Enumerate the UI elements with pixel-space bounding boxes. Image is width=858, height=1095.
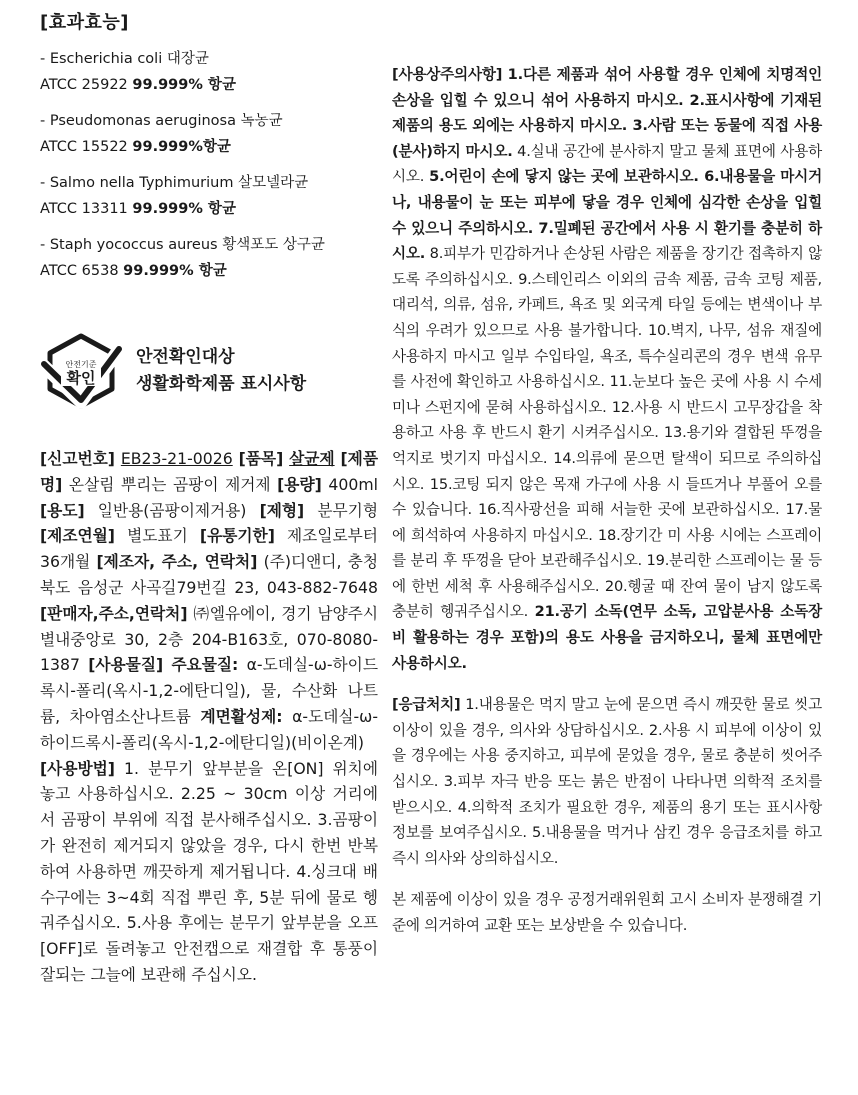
surfactant-label: 계면활성제: <box>200 706 283 726</box>
effect-atcc: ATCC 6538 <box>40 263 119 279</box>
main-substance-value: α-도데실-ω-하이드록시-폴리(옥시-1,2-에탄디일), 물, 수산화 나트륨, 차아염소산나트륨 <box>40 655 378 726</box>
main-substance-label: 주요물질: <box>171 655 239 675</box>
effect-atcc: ATCC 25922 <box>40 77 128 93</box>
effect-rate: 99.999% 항균 <box>132 201 236 217</box>
form-label: [제형] <box>259 500 305 520</box>
badge-small-text: 안전기준 <box>65 360 97 369</box>
effect-organism: - Staph yococcus aureus 황색포도 상구균 <box>40 237 325 253</box>
effect-rate: 99.999% 항균 <box>132 77 236 93</box>
report-number: EB23-21-0026 <box>120 449 233 468</box>
effect-atcc: ATCC 13311 <box>40 201 128 217</box>
seller-label: [판매자,주소,연락처] <box>40 603 188 623</box>
effect-item <box>40 170 378 222</box>
report-label: [신고번호] <box>40 449 115 468</box>
effect-organism: - Escherichia coli 대장균 <box>40 51 209 67</box>
name-label: [제품명] <box>40 449 378 494</box>
name-value: 온살림 뿌리는 곰팡이 제거제 <box>68 474 271 494</box>
right-column <box>392 62 822 955</box>
effect-organism: - Pseudomonas aeruginosa 녹농균 <box>40 113 283 129</box>
emergency-label: [응급처치] <box>392 696 461 714</box>
safety-line1: 안전확인대상 <box>136 347 235 367</box>
form-value: 분무기형 <box>317 500 378 520</box>
caution-bold-1: 1.다른 제품과 섞어 사용할 경우 인체에 치명적인 손상을 입힐 수 있으니 섞어 사용하지 마시오. 2.표시사항에 기재된 제품의 용도 외에는 사용하지 마시오. 3.사람 또는 동물에 직접 사용(분사)하지 마시오. <box>392 66 822 160</box>
item-label: [품목] <box>238 449 284 468</box>
caution-normal-1: 4.실내 공간에 분사하지 말고 물체 표면에 사용하시오. <box>392 142 822 186</box>
expiry-label: [유통기한] <box>199 526 275 546</box>
effects-title: [효과효능] <box>40 12 130 33</box>
safety-line2: 생활화학제품 표시사항 <box>136 374 307 394</box>
caution-bold-3: 21.공기 소독(연무 소독, 고압분사용 소독장비 활용하는 경우 포함)의 용도 사용을 금지하오니, 물체 표면에만 사용하시오. <box>392 603 822 672</box>
use-label: [용도] <box>40 500 85 520</box>
safety-text <box>136 344 306 398</box>
expiry-value: 제조일로부터 36개월 <box>40 526 378 572</box>
effect-item <box>40 108 378 160</box>
maker-label: [제조자, 주소, 연락처] <box>96 552 258 572</box>
badge-big-text: 확인 <box>66 369 96 387</box>
usage-label: [사용방법] <box>40 758 115 778</box>
mfg-label: [제조연월] <box>40 526 115 546</box>
seller-value: ㈜엘유에이, 경기 남양주시 별내중앙로 30, 2층 204-B163호, 070-8080-1387 <box>40 603 378 675</box>
caution-bold-2: 5.어린이 손에 닿지 않는 곳에 보관하시오. 6.내용물을 마시거나, 내용물이 눈 또는 피부에 닿을 경우 인체에 심각한 손상을 입힐 수 있으니 주의하시오. 7.밀폐된 공간에서 사용 시 환기를 충분히 하시오. <box>392 168 822 263</box>
caution-normal-2: 8.피부가 민감하거나 손상된 사람은 제품을 장기간 접촉하지 않도록 주의하십시오. 9.스테인리스 이외의 금속 제품, 금속 코팅 제품, 대리석, 의류, 섬유, 카페트, 욕조 및 외국계 타일 등에는 변색이나 부식의 우려가 있으므로 사용 불가합니다. 10.벽지, 나무, 섬유 재질에 사용하지 마시고 일부 수입타일, 욕조, 특수실리콘의 경우 변색 유무를 사전에 확인하고 사용하십시오. 11.눈보다 높은 곳에 사용 시 수세미나 스펀지에 묻혀 사용하십시오. 12.사용 시 반드시 고무장갑을 착용하고 사용 후 반드시 환기 시켜주십시오. 13.용기와 결합된 뚜껑을 억지로 벗기지 마십시오. 14.의류에 묻으면 탈색이 되므로 주의하십시오. 15.코팅 되지 않은 목재 가구에 사용 시 들뜨거나 부풀어 오를 수 있습니다. 16.직사광선을 피해 서늘한 곳에 보관하십시오. 17.물에 희석하여 사용하지 마십시오. 18.장기간 미 사용 시에는 스프레이를 분리 후 뚜껑을 닫아 보관해주십시오. 19.분리한 스프레이는 물 등에 한번 세척 후 사용해주십시오. 20.헹굴 때 잔여 물이 남지 않도록 충분히 헹궈주십시오. <box>392 245 822 621</box>
product-info <box>40 446 378 988</box>
effect-item <box>40 46 378 98</box>
maker-value: (주)디앤디, 충청북도 음성군 사곡길79번길 23, 043-882-7648 <box>40 552 378 597</box>
substance-label: [사용물질] <box>88 655 164 675</box>
caution-section <box>392 62 822 676</box>
effect-rate: 99.999% 항균 <box>123 263 227 279</box>
compensation-notice: 본 제품에 이상이 있을 경우 공정거래위원회 고시 소비자 분쟁해결 기준에 의거하여 교환 또는 보상받을 수 있습니다. <box>392 891 822 934</box>
item-value: 살균제 <box>289 449 335 468</box>
usage-value: 1. 분무기 앞부분을 온[ON] 위치에 놓고 사용하십시오. 2.25 ~ 30cm 이상 거리에서 곰팡이 부위에 직접 분사해주십시오. 3.곰팡이가 완전히 제거되지 않았을 경우, 다시 한번 반복하여 사용하면 깨끗하게 제거됩니다. 4.싱크대 배수구에는 3~4회 직접 뿌린 후, 5분 뒤에 물로 헹궈주십시오. 5.사용 후에는 분무기 앞부분을 오프[OFF]로 돌려놓고 안전캡으로 재결합 후 통풍이 잘되는 그늘에 보관해 주십시오. <box>40 758 378 984</box>
emergency-section <box>392 692 822 871</box>
effect-organism: - Salmo nella Typhimurium 살모넬라균 <box>40 175 309 191</box>
effect-rate: 99.999%항균 <box>132 139 231 155</box>
capacity-label: [용량] <box>277 474 322 494</box>
effect-atcc: ATCC 15522 <box>40 139 128 155</box>
caution-label: [사용상주의사항] <box>392 66 503 83</box>
surfactant-value: α-도데실-ω-하이드록시-폴리(옥시-1,2-에탄디일)(비이온계) <box>40 706 378 752</box>
effect-item <box>40 232 378 284</box>
emergency-text: 1.내용물은 먹지 말고 눈에 묻으면 즉시 깨끗한 물로 씻고 이상이 있을 경우, 의사와 상담하십시오. 2.사용 시 피부에 이상이 있을 경우에는 사용 중지하고, 피부에 묻었을 경우, 물로 충분히 씻어주십시오. 3.피부 자극 반응 또는 붉은 반점이 나타나면 의학적 조치를 받으시오. 4.의학적 조치가 필요한 경우, 제품의 용기 또는 표시사항 정보를 보여주십시오. 5.내용물을 먹거나 삼킨 경우 응급조치를 하고 즉시 의사와 상의하십시오. <box>392 696 822 867</box>
use-value: 일반용(곰팡이제거용) <box>97 500 247 520</box>
left-column <box>40 0 378 988</box>
capacity-value: 400ml <box>328 474 378 494</box>
mfg-value: 별도표기 <box>127 526 188 546</box>
safety-check-badge-icon <box>40 330 122 412</box>
safety-section <box>40 330 378 412</box>
